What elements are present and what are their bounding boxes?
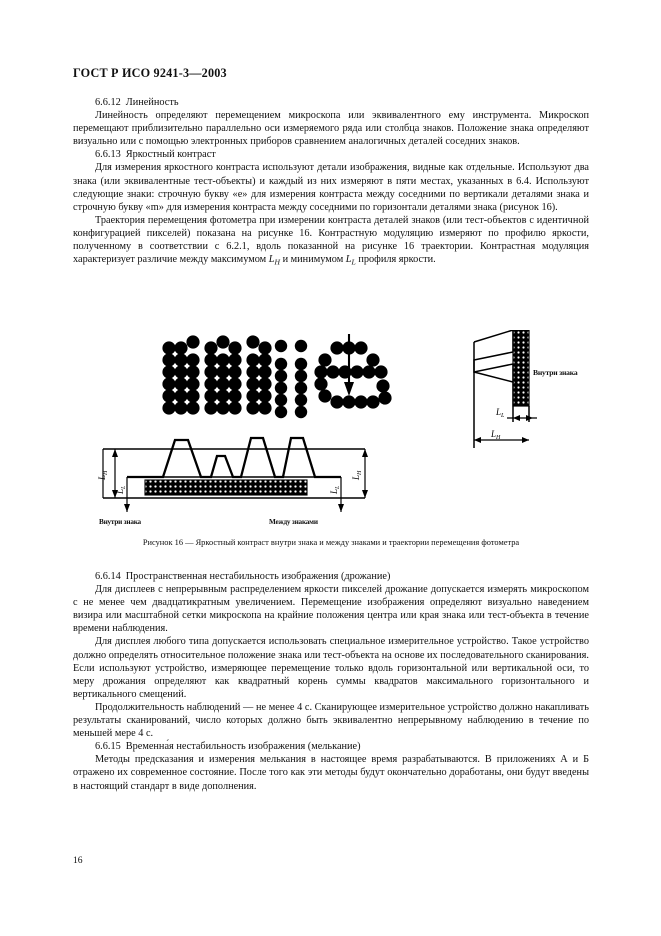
mini-profile-svg xyxy=(471,330,589,458)
symbol-l-low-subscript: L xyxy=(351,257,356,267)
section-number: 6.6.13 xyxy=(95,149,121,161)
math-text-middle: и минимумом xyxy=(280,254,346,266)
wf-left-dim-low: $L_L$ xyxy=(115,485,127,494)
symbol-l-high-subscript: H xyxy=(274,257,280,267)
section-title: Временна́я нестабильность изображения (мелькание) xyxy=(125,741,361,753)
section-title: Яркостный контраст xyxy=(125,149,216,161)
math-text-before: Траектория перемещения фотометра при измерении контраста деталей знаков (или тест-объектов с идентичной конфигурацией пикселей) показана на рисунке 16. Контрастную модуляцию измеряют по профилю яркости, полученному в соответствии с 6.2.1, вдоль показанной на рисунке 16 траектории. Контрастная модуляция характеризует различие между максимумом xyxy=(73,214,589,266)
section-heading-6-6-14 xyxy=(73,570,589,583)
trajectory-arrowhead xyxy=(344,382,354,396)
paragraph-6-6-14-3: Продолжительность наблюдений — не менее 4 с. Сканирующее измерительное устройство должно накапливать результаты сканирований, число которых должно быть эквивалентно непрерывному наблюдению в течение по меньшей мере 4 с. xyxy=(73,701,589,740)
paragraph-6-6-12-1: Линейность определяют перемещением микроскопа или эквивалентного ему инструмента. Микроскоп перемещают приблизительно параллельно оси измеряемого ряда или столбца знаков. Положение знака определяют визуально или с помощью электронных приборов сравнением аналогичных деталей соседних знаков. xyxy=(73,110,589,148)
waveform-label-between-characters: Между знаками xyxy=(269,518,318,526)
section-title: Пространственная нестабильность изображения (дрожание) xyxy=(125,571,391,582)
standard-header: ГОСТ Р ИСО 9241-3—2003 xyxy=(73,66,227,80)
section-number: 6.6.12 xyxy=(95,97,121,108)
paragraph-6-6-13-2 xyxy=(73,214,589,269)
wf-left-dim-high: $L_H$ xyxy=(97,470,109,480)
section-heading-6-6-15 xyxy=(73,740,589,753)
body-text-lower xyxy=(73,570,589,793)
wf-right-dim-high: $L_H$ xyxy=(351,470,363,480)
section-number: 6.6.14 xyxy=(95,571,121,582)
luminance-trace xyxy=(127,438,341,477)
paragraph-6-6-13-1: Для измерения яркостного контраста используют детали изображения, видные как отдельные. Используют два знака (или эквивалентные тест-объекты) и каждый из них измеряют в пяти местах, указанных в 6.4. Используют следующие знаки: строчную букву «е» для измерения контраста между соседними по вертикали деталями знака и строчную букву «m» для измерения контраста между соседними по горизонтали деталями знака (рисунок 16). xyxy=(73,162,589,213)
math-text-after: профиля яркости. xyxy=(355,254,436,266)
section-number: 6.6.15 xyxy=(95,741,121,753)
body-text-upper xyxy=(73,96,589,269)
paragraph-6-6-14-2: Для дисплея любого типа допускается использовать специальное измерительное устройство. Такое устройство должно определять относительное положение знака или тест-объекта на основе их последовательного сканирования. Если используют устройство, измеряющее перемещение только вдоль горизонтальной или вертикальной оси, то меру дрожания определяют как квадратный корень суммы квадратов максимального горизонтального и вертикального смещений. xyxy=(73,636,589,700)
wf-right-dim-low: $L_L$ xyxy=(329,485,341,494)
symbol-l-low: L xyxy=(345,254,352,266)
mini-profile-label: Внутри знака xyxy=(533,368,578,377)
paragraph-6-6-14-1: Для дисплеев с непрерывным распределением яркости пикселей дрожание допускается измерять микроскопом с не менее чем двадцатикратным увеличением. Перемещение изображения определяют визуально наведением визира или масштабной сетки микроскопа на крайние положения центра или края знака или тест-объекта в течение времени наблюдения. xyxy=(73,584,589,635)
section-title: Линейность xyxy=(125,97,179,108)
mini-dim-low-label: $L_L$ xyxy=(496,407,505,419)
waveform-label-within-character: Внутри знака xyxy=(99,518,141,526)
mini-dim-high-label: $L_H$ xyxy=(491,429,501,441)
figure-caption: Рисунок 16 — Яркостный контраст внутри знака и между знаками и траектории перемещения фотометра xyxy=(142,538,520,547)
section-heading-6-6-13 xyxy=(73,148,589,161)
luminance-waveform-diagram xyxy=(93,434,383,534)
section-heading-6-6-12 xyxy=(73,96,589,109)
page-number: 16 xyxy=(73,855,83,866)
character-bar xyxy=(513,330,529,406)
character-band xyxy=(145,480,307,495)
dot-matrix-glyphs xyxy=(161,334,411,439)
luminance-profile-vertical xyxy=(471,330,589,458)
paragraph-6-6-15-1: Методы предсказания и измерения мелькания в настоящее время разрабатываются. В приложениях А и Б отражено их современное состояние. После того как эти методы будут окончательно доработаны, они будут введены в настоящий стандарт в виде дополнения. xyxy=(73,754,589,792)
symbol-l-high: L xyxy=(268,254,275,266)
figure-16 xyxy=(73,330,589,565)
dot-matrix-svg xyxy=(161,334,411,434)
